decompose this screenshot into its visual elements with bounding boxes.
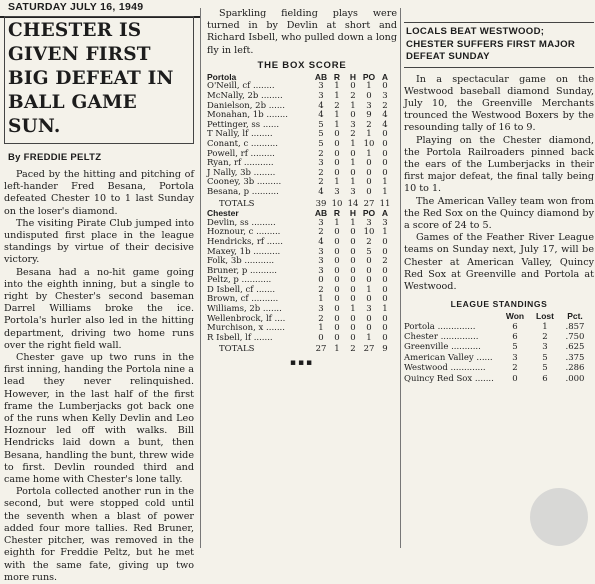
stat-cell: 0 [366, 91, 372, 101]
stat-cell: 0 [350, 148, 356, 159]
stat-cell: 0 [382, 246, 388, 257]
pct-cell: .286 [565, 363, 585, 374]
stat-cell: 0 [382, 323, 388, 334]
stat-cell: 2 [350, 129, 356, 140]
paragraph: Playing on the Chester diamond, the Portola Railroaders pinned back the ears of the Lumberjacks in their first major defeat, the final tally being 10 to 1. [404, 134, 594, 195]
stat-cell: 2 [318, 148, 324, 159]
player-name: Peltz, p ........... [207, 275, 272, 286]
stat-cell: 0 [366, 275, 372, 286]
archive-stamp-logo [530, 488, 588, 546]
stat-cell: 1 [350, 304, 356, 315]
totals-label: TOTALS [219, 198, 255, 209]
stat-cell: 10 [363, 227, 375, 238]
stat-cell: 0 [366, 158, 372, 169]
team-name: American Valley ...... [404, 352, 493, 363]
stat-cell: 1 [334, 217, 340, 228]
stat-cell: 0 [350, 294, 356, 305]
stat-cell: 0 [350, 236, 356, 247]
column-header: A [381, 208, 389, 219]
stat-cell: 0 [334, 332, 340, 343]
player-name: O'Neill, cf ........ [207, 81, 275, 92]
standings-row [404, 322, 590, 332]
stat-cell: 0 [382, 167, 388, 178]
pct-cell: .857 [565, 321, 585, 332]
stat-cell: 3 [334, 186, 340, 197]
stat-cell: 4 [318, 186, 324, 197]
stat-cell: 0 [318, 275, 324, 286]
dateline: SATURDAY JULY 16, 1949 [8, 1, 144, 13]
paragraph: The visiting Pirate Club jumped into undisputed first place in the league standings by virtue of their decisive victory. [4, 217, 194, 266]
stat-cell: 0 [334, 129, 340, 140]
player-name: Besana, p .......... [207, 186, 279, 197]
box-score-table [207, 73, 393, 355]
stat-cell: 2 [318, 284, 324, 295]
stat-cell: 3 [350, 119, 356, 130]
stat-cell: 1 [334, 119, 340, 130]
stat-cell: 0 [350, 227, 356, 238]
stat-cell: 3 [366, 100, 372, 111]
stat-cell: 0 [334, 158, 340, 169]
stat-cell: 11 [379, 198, 391, 209]
stat-cell: 0 [382, 265, 388, 276]
article-body [4, 169, 194, 584]
stat-cell: 10 [363, 138, 375, 149]
stat-cell: 27 [363, 344, 375, 355]
column-header: Lost [536, 311, 554, 322]
lost-cell: 2 [542, 331, 548, 342]
stat-cell: 3 [366, 217, 372, 228]
paragraph: Games of the Feather River League teams on Sunday next, July 17, will be Chester at American Valley, Quincy Red Sox at Greenville and Portola at Westwood. [404, 232, 594, 292]
player-name: R Isbell, lf ....... [207, 332, 273, 343]
standings-row [404, 363, 590, 373]
stat-cell: 1 [334, 81, 340, 92]
standings-row [404, 342, 590, 352]
lost-cell: 3 [542, 342, 548, 353]
stat-cell: 4 [382, 119, 388, 130]
player-name: Cooney, 3b ......... [207, 177, 282, 188]
player-name: Williams, 2b ....... [207, 304, 282, 315]
won-cell: 0 [512, 373, 518, 384]
stat-cell: 0 [334, 236, 340, 247]
won-cell: 6 [512, 331, 518, 342]
stat-cell: 1 [382, 186, 388, 197]
lost-cell: 5 [542, 352, 548, 363]
stat-cell: 0 [366, 313, 372, 324]
player-name: Murchison, x ....... [207, 323, 285, 334]
stat-cell: 1 [334, 344, 340, 355]
stat-cell: 3 [318, 246, 324, 257]
stat-cell: 2 [318, 227, 324, 238]
stat-cell: 0 [366, 167, 372, 178]
article-chester-defeat [4, 16, 194, 583]
stat-cell: 0 [350, 110, 356, 121]
stat-cell: 0 [366, 294, 372, 305]
headline: CHESTER IS GIVEN FIRST BIG DEFEAT IN BALL GAME SUN. [8, 20, 174, 137]
column-header: AB [314, 208, 328, 219]
stat-cell: 0 [382, 236, 388, 247]
player-name: Conant, c .......... [207, 138, 278, 149]
pct-cell: .000 [565, 373, 585, 384]
stat-cell: 3 [318, 265, 324, 276]
standings-header-spacer [404, 311, 500, 321]
stat-cell: 0 [334, 227, 340, 238]
stat-cell: 1 [318, 294, 324, 305]
stat-cell: 0 [382, 81, 388, 92]
standings-row [404, 332, 590, 342]
stat-cell: 27 [315, 344, 327, 355]
player-name: McNally, 2b ........ [207, 91, 283, 101]
pct-cell: .750 [565, 331, 585, 342]
column-header: PO [362, 71, 376, 82]
stat-cell: 1 [366, 148, 372, 159]
stat-cell: 2 [366, 119, 372, 130]
player-name: Ryan, rf ........... [207, 158, 274, 169]
sub-headline: LOCALS BEAT WESTWOOD; CHESTER SUFFERS FIRST MAJOR DEFEAT SUNDAY [404, 22, 594, 68]
stat-cell: 3 [350, 186, 356, 197]
stat-cell: 27 [363, 198, 375, 209]
box-score-column [207, 8, 397, 550]
stat-cell: 4 [318, 236, 324, 247]
player-name: T Nally, lf ........ [207, 129, 273, 140]
stat-cell: 3 [318, 158, 324, 169]
team-name: Westwood ............. [404, 363, 486, 374]
stat-cell: 0 [366, 323, 372, 334]
article-locals-beat-westwood [404, 22, 594, 550]
player-name: Pettinger, ss ...... [207, 119, 280, 130]
stat-cell: 1 [350, 158, 356, 169]
paragraph: In a spectacular game on the Westwood baseball diamond Sunday, July 10, the Greenville Merchants trounced the Westwood Boxers by the resounding tally of 16 to 9. [404, 73, 594, 134]
player-row [207, 188, 393, 198]
column-header: Pct. [567, 311, 583, 322]
stat-cell: 2 [318, 167, 324, 178]
stat-cell: 2 [366, 236, 372, 247]
won-cell: 5 [512, 342, 518, 353]
player-name: Folk, 3b ........... [207, 256, 275, 267]
column-header: AB [314, 71, 328, 82]
stat-cell: 1 [366, 81, 372, 92]
stat-cell: 0 [350, 246, 356, 257]
player-name: Maxey, 1b .......... [207, 246, 281, 257]
player-name: Wellenbrock, lf .... [207, 313, 286, 324]
stat-cell: 1 [334, 91, 340, 101]
stat-cell: 3 [318, 256, 324, 267]
stat-cell: 1 [350, 100, 356, 111]
team-name: Greenville ........... [404, 342, 481, 353]
stat-cell: 1 [382, 177, 388, 188]
pct-cell: .625 [565, 342, 585, 353]
stat-cell: 9 [366, 110, 372, 121]
player-name: Danielson, 2b ...... [207, 100, 285, 111]
lost-cell: 6 [542, 373, 548, 384]
stat-cell: 0 [366, 256, 372, 267]
stat-cell: 10 [331, 198, 343, 209]
paragraph: Portola collected another run in the second, but were stopped cold until the seventh when a blast of power added four more tallies. Red Bruner, Chester pitcher, was removed in the eighth for Freddie Peltz, but he met with the same fate, giving up two more runs. [4, 486, 194, 583]
stat-cell: 0 [366, 177, 372, 188]
team-name: Chester .............. [404, 331, 479, 342]
player-name: D Isbell, cf ....... [207, 284, 276, 295]
player-name: Hoznour, c ......... [207, 227, 281, 238]
stat-cell: 0 [350, 275, 356, 286]
totals-label: TOTALS [219, 344, 255, 355]
stat-cell: 3 [382, 91, 388, 101]
paragraph: Paced by the hitting and pitching of left-hander Fred Besana, Portola defeated Chester 10 to 1 last Sunday on the loser's diamond. [4, 169, 194, 217]
team-name: Portola [207, 71, 237, 82]
stat-cell: 0 [366, 186, 372, 197]
stat-cell: 0 [382, 284, 388, 295]
stat-cell: 0 [350, 265, 356, 276]
stat-cell: 0 [382, 129, 388, 140]
totals-row [207, 343, 393, 355]
stat-cell: 0 [334, 256, 340, 267]
stat-cell: 0 [350, 284, 356, 295]
lost-cell: 5 [542, 363, 548, 374]
stat-cell: 2 [382, 100, 388, 111]
stat-cell: 0 [334, 167, 340, 178]
stat-cell: 0 [334, 323, 340, 334]
headline-box [4, 16, 194, 144]
stat-cell: 2 [318, 313, 324, 324]
stat-cell: 0 [350, 332, 356, 343]
standings-title: LEAGUE STANDINGS [450, 299, 548, 310]
player-name: Brown, cf .......... [207, 294, 279, 305]
team-name: Portola .............. [404, 321, 476, 332]
stat-cell: 1 [350, 217, 356, 228]
won-cell: 3 [512, 352, 518, 363]
player-name: Devlin, ss ......... [207, 217, 276, 228]
stat-cell: 0 [334, 275, 340, 286]
stat-cell: 14 [347, 198, 359, 209]
stat-cell: 5 [366, 246, 372, 257]
lost-cell: 1 [542, 321, 548, 332]
stat-cell: 5 [318, 119, 324, 130]
player-name: J Nally, 3b ........ [207, 167, 276, 178]
stat-cell: 0 [382, 148, 388, 159]
stat-cell: 4 [318, 110, 324, 121]
team-name: Quincy Red Sox ....... [404, 373, 494, 384]
column-header: Won [505, 311, 525, 322]
stat-cell: 1 [366, 129, 372, 140]
stat-cell: 0 [334, 304, 340, 315]
stat-cell: 3 [318, 81, 324, 92]
standings-table [404, 311, 590, 384]
stat-cell: 5 [318, 138, 324, 149]
column-header: R [333, 208, 341, 219]
stat-cell: 0 [350, 81, 356, 92]
stat-cell: 0 [382, 332, 388, 343]
stat-cell: 3 [382, 217, 388, 228]
stat-cell: 4 [382, 110, 388, 121]
stat-cell: 0 [350, 323, 356, 334]
stat-cell: 0 [334, 265, 340, 276]
stat-cell: 0 [334, 313, 340, 324]
stat-cell: 4 [318, 100, 324, 111]
player-name: Hendricks, rf ...... [207, 236, 283, 247]
stat-cell: 3 [366, 304, 372, 315]
player-name: Monahan, 1b ........ [207, 110, 288, 121]
column-divider-2 [400, 8, 401, 548]
stat-cell: 2 [350, 344, 356, 355]
stat-cell: 2 [334, 100, 340, 111]
stat-cell: 3 [318, 304, 324, 315]
stat-cell: 5 [318, 129, 324, 140]
stat-cell: 1 [334, 110, 340, 121]
stat-cell: 0 [382, 138, 388, 149]
player-name: Bruner, p .......... [207, 265, 277, 276]
stat-cell: 1 [334, 177, 340, 188]
stat-cell: 0 [350, 313, 356, 324]
paragraph: Chester gave up two runs in the first inning, handing the Portola nine a lead they never relinquished. However, in the last half of the first frame the Lumberjacks got back one of the runs when Kelly Devlin and Leo Hoznour led off with walks. Bill Hendricks laid down a bunt, then Besana, handling the bunt, threw wide to first. Devlin rounded third and came home with Chester's lone tally. [4, 352, 194, 486]
section-separator: ▪▪▪ [289, 358, 315, 369]
stat-cell: 1 [350, 138, 356, 149]
standings-header-row [404, 311, 590, 321]
stat-cell: 0 [318, 332, 324, 343]
column-header: H [349, 71, 357, 82]
stat-cell: 0 [382, 313, 388, 324]
paragraph: Besana had a no-hit game going into the eighth inning, but a single to right by Chester's second baseman Darrel Williams broke the ice. Portola's hurler also led in the hitting department, driving two home runs over the right field wall. [4, 266, 194, 351]
stat-cell: 3 [318, 91, 324, 101]
won-cell: 6 [512, 321, 518, 332]
stat-cell: 0 [334, 284, 340, 295]
column-header: A [381, 71, 389, 82]
player-name: Powell, rf ......... [207, 148, 275, 159]
standings-row [404, 374, 590, 384]
stat-cell: 39 [315, 198, 327, 209]
won-cell: 2 [512, 363, 518, 374]
team-name: Chester [207, 208, 239, 219]
pct-cell: .375 [565, 352, 585, 363]
stat-cell: 1 [366, 332, 372, 343]
paragraph: Sparkling fielding plays were turned in by Devlin at short and Richard Isbell, who pulled down a long fly in left. [207, 8, 397, 56]
stat-cell: 2 [318, 177, 324, 188]
column-header: R [333, 71, 341, 82]
column-divider-1 [200, 8, 201, 548]
stat-cell: 0 [334, 138, 340, 149]
stat-cell: 9 [382, 344, 388, 355]
player-row [207, 334, 393, 344]
stat-cell: 0 [334, 294, 340, 305]
stat-cell: 0 [334, 148, 340, 159]
column-header: PO [362, 208, 376, 219]
stat-cell: 1 [350, 177, 356, 188]
stat-cell: 0 [350, 256, 356, 267]
stat-cell: 0 [334, 246, 340, 257]
stat-cell: 0 [350, 167, 356, 178]
stat-cell: 1 [318, 323, 324, 334]
stat-cell: 1 [382, 227, 388, 238]
byline: By FREDDIE PELTZ [8, 152, 102, 163]
stat-cell: 0 [366, 265, 372, 276]
stat-cell: 0 [382, 275, 388, 286]
stat-cell: 1 [382, 304, 388, 315]
stat-cell: 0 [382, 158, 388, 169]
standings-row [404, 353, 590, 363]
stat-cell: 0 [382, 294, 388, 305]
box-score-title: THE BOX SCORE [257, 59, 347, 71]
paragraph: The American Valley team won from the Red Sox on the Quincy diamond by a score of 24 to 5. [404, 195, 594, 231]
stat-cell: 3 [318, 217, 324, 228]
stat-cell: 1 [366, 284, 372, 295]
column-header: H [349, 208, 357, 219]
stat-cell: 2 [382, 256, 388, 267]
stat-cell: 2 [350, 91, 356, 101]
